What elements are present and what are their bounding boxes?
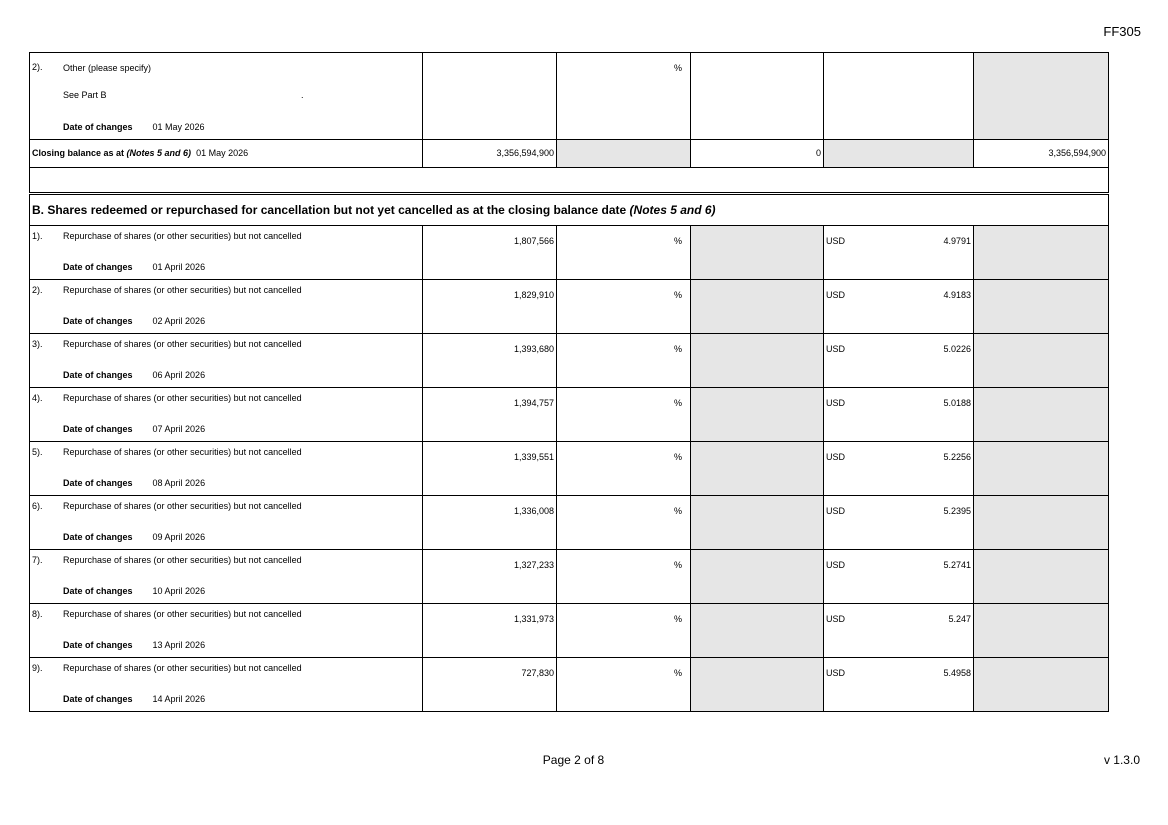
date-of-changes	[63, 122, 205, 132]
price-value: 5.0226	[943, 344, 971, 354]
shares-cell	[423, 388, 557, 442]
price-value: 5.2256	[943, 452, 971, 462]
date-of-changes-value: 01 April 2026	[152, 262, 206, 272]
price-value: 5.0188	[943, 398, 971, 408]
entry-description: Repurchase of shares (or other securities) but not cancelled	[63, 609, 302, 619]
shaded-cell	[691, 226, 824, 280]
section-b-heading-row	[30, 195, 1109, 226]
shaded-cell	[691, 658, 824, 712]
shaded-cell	[974, 388, 1109, 442]
shares-cell	[423, 334, 557, 388]
price-cell	[824, 604, 974, 658]
price-value: 5.247	[948, 614, 971, 624]
date-of-changes-value: 13 April 2026	[152, 640, 206, 650]
price-value: 5.2741	[943, 560, 971, 570]
date-of-changes	[63, 316, 205, 326]
date-of-changes	[63, 478, 205, 488]
shaded-cell	[691, 334, 824, 388]
section-b-heading-cell	[30, 195, 1109, 226]
price-cell	[824, 442, 974, 496]
shaded-cell	[974, 226, 1109, 280]
repurchase-row	[30, 496, 1109, 550]
repurchase-row	[30, 226, 1109, 280]
part-a-table	[29, 52, 1109, 193]
repurchase-description-cell	[30, 334, 423, 388]
percent-sign: %	[673, 398, 682, 408]
date-of-changes	[63, 586, 205, 596]
percent-sign: %	[673, 63, 682, 73]
date-of-changes	[63, 532, 205, 542]
entry-specify: See Part B	[63, 90, 107, 100]
closing-balance-notes: (Notes 5 and 6)	[126, 148, 192, 158]
repurchase-description-cell	[30, 226, 423, 280]
other-entry-description-cell	[30, 53, 423, 140]
repurchase-description-cell	[30, 604, 423, 658]
repurchase-row	[30, 604, 1109, 658]
shaded-cell	[974, 442, 1109, 496]
shares-value: 1,829,910	[513, 290, 554, 300]
entry-description: Repurchase of shares (or other securities) but not cancelled	[63, 555, 302, 565]
price-cell	[824, 496, 974, 550]
section-b-heading	[32, 203, 716, 217]
shares-value: 1,339,551	[513, 452, 554, 462]
entry-number: 4).	[32, 393, 43, 403]
percent-cell	[557, 226, 691, 280]
shares-value: 1,331,973	[513, 614, 554, 624]
repurchase-description-cell	[30, 658, 423, 712]
percent-sign: %	[673, 560, 682, 570]
currency: USD	[826, 452, 846, 462]
shares-cell	[423, 604, 557, 658]
percent-cell	[557, 658, 691, 712]
closing-balance-label	[32, 148, 248, 158]
repurchase-description-cell	[30, 280, 423, 334]
repurchase-row	[30, 388, 1109, 442]
entry-number: 7).	[32, 555, 43, 565]
entry-description: Repurchase of shares (or other securities) but not cancelled	[63, 501, 302, 511]
date-of-changes-label: Date of changes	[63, 262, 133, 272]
price-cell	[824, 550, 974, 604]
spacer-cell	[30, 168, 1109, 193]
shaded-cell	[974, 496, 1109, 550]
percent-sign: %	[673, 236, 682, 246]
shaded-cell	[691, 388, 824, 442]
closing-shares-cell	[423, 140, 557, 168]
percent-sign: %	[673, 452, 682, 462]
entry-number: 5).	[32, 447, 43, 457]
shares-cell	[423, 442, 557, 496]
date-of-changes-value: 08 April 2026	[152, 478, 206, 488]
version-label: v 1.3.0	[1103, 753, 1140, 767]
percent-sign: %	[673, 506, 682, 516]
percent-cell	[557, 442, 691, 496]
date-of-changes-label: Date of changes	[63, 316, 133, 326]
percent-cell	[557, 550, 691, 604]
date-of-changes-label: Date of changes	[63, 532, 133, 542]
repurchase-row	[30, 550, 1109, 604]
percent-sign: %	[673, 614, 682, 624]
entry-number: 2).	[32, 62, 43, 72]
date-of-changes-label: Date of changes	[63, 586, 133, 596]
shaded-cell	[974, 53, 1109, 140]
section-b-title: B. Shares redeemed or repurchased for cancellation but not yet cancelled as at the closing balance date	[32, 203, 627, 217]
entry-number: 2).	[32, 285, 43, 295]
price-value: 4.9183	[943, 290, 971, 300]
repurchase-description-cell	[30, 550, 423, 604]
entry-number: 9).	[32, 663, 43, 673]
date-of-changes-label: Date of changes	[63, 370, 133, 380]
entry-label: Other (please specify)	[63, 63, 152, 73]
date-of-changes-value: 14 April 2026	[152, 694, 206, 704]
repurchase-description-cell	[30, 442, 423, 496]
shares-cell	[423, 53, 557, 140]
price-cell	[824, 388, 974, 442]
price-cell	[824, 334, 974, 388]
price-value: 5.2395	[943, 506, 971, 516]
percent-cell	[557, 53, 691, 140]
shares-value: 1,336,008	[513, 506, 554, 516]
repurchase-row	[30, 280, 1109, 334]
currency: USD	[826, 236, 846, 246]
shaded-cell	[557, 140, 691, 168]
shares-value: 1,394,757	[513, 398, 554, 408]
closing-balance-label-cell	[30, 140, 423, 168]
repurchase-description-cell	[30, 496, 423, 550]
closing-balance-row	[30, 140, 1109, 168]
percent-sign: %	[673, 668, 682, 678]
entry-description: Repurchase of shares (or other securities) but not cancelled	[63, 447, 302, 457]
date-of-changes-label: Date of changes	[63, 478, 133, 488]
price-value: 4.9791	[943, 236, 971, 246]
date-of-changes-value: 07 April 2026	[152, 424, 206, 434]
closing-total: 3,356,594,900	[1048, 148, 1106, 158]
price-cell	[824, 53, 974, 140]
entry-dot: .	[301, 90, 304, 100]
date-of-changes-value: 10 April 2026	[152, 586, 206, 596]
date-of-changes	[63, 370, 205, 380]
entry-number: 3).	[32, 339, 43, 349]
repurchase-row	[30, 334, 1109, 388]
percent-cell	[557, 496, 691, 550]
currency: USD	[826, 614, 846, 624]
shares-value: 1,807,566	[513, 236, 554, 246]
percent-cell	[557, 388, 691, 442]
date-of-changes-value: 01 May 2026	[152, 122, 205, 132]
other-entry-row	[30, 53, 1109, 140]
spacer-row	[30, 168, 1109, 193]
closing-middle-cell	[691, 140, 824, 168]
shaded-cell	[691, 604, 824, 658]
date-of-changes-label: Date of changes	[63, 424, 133, 434]
shaded-cell	[974, 334, 1109, 388]
shaded-cell	[691, 280, 824, 334]
closing-balance-date: 01 May 2026	[196, 148, 249, 158]
repurchase-row	[30, 658, 1109, 712]
date-of-changes-label: Date of changes	[63, 640, 133, 650]
closing-shares: 3,356,594,900	[496, 148, 554, 158]
date-of-changes-label: Date of changes	[63, 122, 133, 132]
price-cell	[824, 280, 974, 334]
currency: USD	[826, 560, 846, 570]
shares-cell	[423, 550, 557, 604]
shaded-cell	[974, 604, 1109, 658]
percent-cell	[557, 280, 691, 334]
date-of-changes	[63, 694, 205, 704]
entry-description: Repurchase of shares (or other securities) but not cancelled	[63, 339, 302, 349]
shaded-cell	[974, 280, 1109, 334]
date-of-changes	[63, 640, 205, 650]
shares-cell	[423, 226, 557, 280]
shaded-cell	[691, 550, 824, 604]
repurchase-row	[30, 442, 1109, 496]
page-number: Page 2 of 8	[542, 753, 605, 767]
currency: USD	[826, 344, 846, 354]
percent-sign: %	[673, 290, 682, 300]
shares-cell	[423, 496, 557, 550]
entry-number: 1).	[32, 231, 43, 241]
shares-cell	[423, 280, 557, 334]
shaded-cell	[974, 658, 1109, 712]
price-cell	[824, 658, 974, 712]
section-b-notes: (Notes 5 and 6)	[629, 203, 716, 217]
date-of-changes	[63, 424, 205, 434]
percent-sign: %	[673, 344, 682, 354]
currency: USD	[826, 668, 846, 678]
form-code: FF305	[1103, 24, 1141, 39]
entry-number: 8).	[32, 609, 43, 619]
price-cell	[824, 226, 974, 280]
shaded-cell	[974, 550, 1109, 604]
shares-value: 727,830	[521, 668, 554, 678]
entry-description: Repurchase of shares (or other securities) but not cancelled	[63, 285, 302, 295]
date-of-changes-value: 09 April 2026	[152, 532, 206, 542]
part-b-table	[29, 194, 1109, 712]
date-of-changes-value: 02 April 2026	[152, 316, 206, 326]
date-of-changes-label: Date of changes	[63, 694, 133, 704]
shares-cell	[423, 658, 557, 712]
entry-number: 6).	[32, 501, 43, 511]
closing-middle-value: 0	[815, 148, 821, 158]
section-b-items	[30, 226, 1109, 712]
repurchase-description-cell	[30, 388, 423, 442]
closing-total-cell	[974, 140, 1109, 168]
currency: USD	[826, 290, 846, 300]
shares-value: 1,327,233	[513, 560, 554, 570]
date-of-changes-value: 06 April 2026	[152, 370, 206, 380]
shaded-cell	[691, 496, 824, 550]
shaded-cell	[691, 442, 824, 496]
entry-description: Repurchase of shares (or other securities) but not cancelled	[63, 393, 302, 403]
date-of-changes	[63, 262, 205, 272]
closing-balance-title: Closing balance as at	[32, 148, 125, 158]
currency: USD	[826, 398, 846, 408]
entry-description: Repurchase of shares (or other securities) but not cancelled	[63, 663, 302, 673]
blank-cell	[691, 53, 824, 140]
currency: USD	[826, 506, 846, 516]
percent-cell	[557, 604, 691, 658]
shares-value: 1,393,680	[513, 344, 554, 354]
entry-description: Repurchase of shares (or other securities) but not cancelled	[63, 231, 302, 241]
percent-cell	[557, 334, 691, 388]
shaded-cell	[824, 140, 974, 168]
price-value: 5.4958	[943, 668, 971, 678]
